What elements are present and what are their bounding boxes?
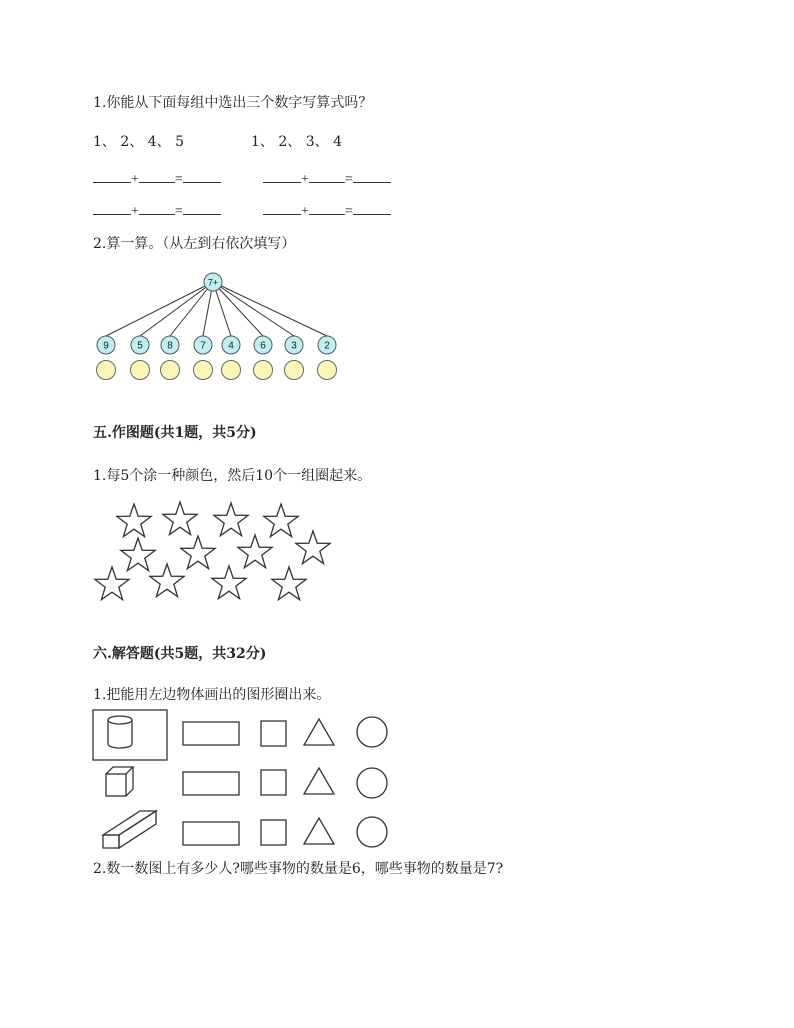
star-shape[interactable] (95, 567, 129, 600)
tree-number-label: 2 (324, 340, 330, 352)
answer-circle[interactable] (285, 361, 304, 380)
star-shape[interactable] (238, 535, 272, 568)
prism-icon (103, 811, 156, 848)
star-shape[interactable] (296, 531, 330, 564)
q1-group-a: 1、 2、 4、 5 (93, 134, 184, 150)
star-shape[interactable] (181, 536, 215, 569)
q1-group-b: 1、 2、 3、 4 (251, 134, 342, 150)
section-five-q1: 1.每5个涂一种颜色，然后10个一组圈起来。 (93, 468, 372, 484)
answer-circle[interactable] (161, 361, 180, 380)
tree-number-label: 9 (103, 340, 109, 352)
rectangle-shape[interactable] (183, 822, 239, 845)
equation-blank-row[interactable]: + = (93, 202, 221, 220)
tree-number-label: 3 (291, 340, 297, 352)
tree-top-label: 7+ (207, 277, 219, 288)
cube-icon (106, 767, 133, 796)
star-shape[interactable] (212, 566, 246, 599)
star-shape[interactable] (214, 503, 248, 536)
tree-number-label: 7 (200, 340, 206, 352)
tree-number-label: 8 (167, 340, 173, 352)
circle-shape[interactable] (357, 717, 387, 747)
rectangle-shape[interactable] (183, 722, 239, 745)
star-shape[interactable] (150, 564, 184, 597)
circle-shape[interactable] (357, 768, 387, 798)
section-five-heading: 五.作图题(共1题，共5分) (93, 425, 257, 441)
star-shape[interactable] (163, 502, 197, 535)
shapes-figure (93, 710, 387, 848)
circle-shape[interactable] (357, 817, 387, 847)
tree-branch-line (213, 282, 294, 336)
tree-branch-line (106, 282, 213, 336)
triangle-shape[interactable] (304, 768, 334, 794)
answer-circle[interactable] (97, 361, 116, 380)
equation-blank-row[interactable]: + = (263, 170, 391, 188)
section-six-heading: 六.解答题(共5题，共32分) (93, 646, 267, 662)
equation-blank-row[interactable]: + = (263, 202, 391, 220)
answer-circle[interactable] (222, 361, 241, 380)
star-shape[interactable] (121, 538, 155, 571)
addition-tree (97, 273, 337, 380)
star-shape[interactable] (264, 504, 298, 537)
rectangle-shape[interactable] (183, 772, 239, 795)
equation-blank-row[interactable]: + = (93, 170, 221, 188)
stars-group (95, 502, 330, 600)
cylinder-icon (108, 716, 132, 748)
triangle-shape[interactable] (304, 719, 334, 745)
square-shape[interactable] (261, 770, 286, 795)
tree-number-label: 4 (228, 340, 234, 352)
answer-circle[interactable] (318, 361, 337, 380)
star-shape[interactable] (272, 567, 306, 600)
star-shape[interactable] (117, 504, 151, 537)
triangle-shape[interactable] (304, 818, 334, 844)
section-six-q1: 1.把能用左边物体画出的图形圈出来。 (93, 687, 331, 703)
tree-branch-line (213, 282, 327, 336)
q2-title: 2.算一算。（从左到右依次填写） (93, 236, 296, 252)
tree-branch-line (213, 282, 263, 336)
square-shape[interactable] (261, 820, 286, 845)
answer-circle[interactable] (254, 361, 273, 380)
square-shape[interactable] (261, 721, 286, 746)
answer-circle[interactable] (194, 361, 213, 380)
section-six-q2: 2.数一数图上有多少人?哪些事物的数量是6，哪些事物的数量是7? (93, 861, 504, 877)
answer-circle[interactable] (131, 361, 150, 380)
tree-number-label: 5 (137, 340, 143, 352)
tree-number-label: 6 (260, 340, 266, 352)
q1-title: 1.你能从下面每组中选出三个数字写算式吗？ (93, 95, 373, 111)
